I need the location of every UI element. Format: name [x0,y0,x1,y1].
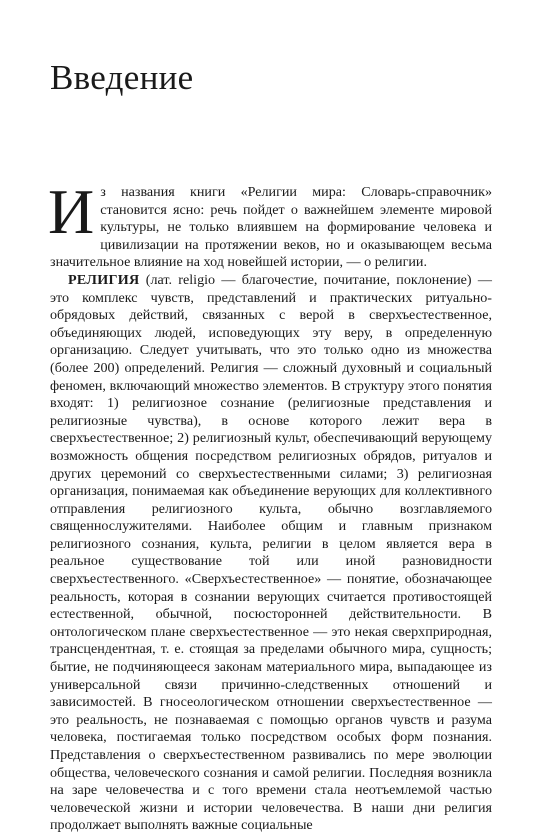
intro-paragraph [48,176,492,272]
body-text [48,176,492,835]
chapter-title: Введение [50,58,194,97]
drop-cap: И [48,176,95,247]
definition-term: РЕЛИГИЯ [68,271,140,288]
intro-paragraph-text: з названия книги «Религии мира: Словарь-справочник» становится ясно: речь пойдет о важнейшем элементе мировой культуры, не только влиявшем на формирование человека и цивилизации на протяжении веков, но и оказывающем весьма значительное влияние на ход новейшей истории, — о религии. [50,184,492,271]
definition-paragraph-text: (лат. religio — благочестие, почитание, поклонение) — это комплекс чувств, представлений и практических ритуально-обрядовых действий, связанных с верой в сверхъестественное, объединяющих людей, исповедующих эту веру, в определенную организацию. Следует учитывать, что это только одно из множества (более 200) определений. Религия — сложный духовный и социальный феномен, включающий множество элементов. В структуру этого понятия входят: 1) религиозное сознание (религиозные представления и религиозные чувства), в основе которого лежит вера в сверхъестественное; 2) религиозный культ, обеспечивающий верующему возможность общения посредством религиозных обрядов, ритуалов и других церемоний со сверхъестественными силами; 3) религиозная организация, понимаемая как объединение верующих для коллективного отправления религиозного культа, обычно возглавляемого священнослужителями. Наиболее общим и главным признаком религиозного сознания, культа, религии в целом является вера в реальное существование той или иной разновидности сверхъестественного. «Сверхъестественное» — понятие, обозначающее реальность, которая в сознании верующих считается противостоящей естественной, обычной, посюсторонней действительности. В онтологическом плане сверхъестественное — это некая сверхприродная, трансцендентная, т. е. стоящая за пределами обычного мира, сущность; бытие, не подчиняющееся законам материального мира, выпадающее из универсальной связи причинно-следственных отношений и зависимостей. В гносеологическом отношении сверхъестественное — это реальность, не познаваемая с помощью органов чувств и разума человека, постигаемая только посредством особых форм познания. Представления о сверхъестественном развивались по мере эволюции общества, человеческого сознания и самой религии. Последняя возникла на заре человечества и с того времени стала неотъемлемой частью человеческой жизни и истории человечества. В наши дни религия продолжает выполнять важные социальные [50,271,492,834]
definition-paragraph [50,272,492,835]
